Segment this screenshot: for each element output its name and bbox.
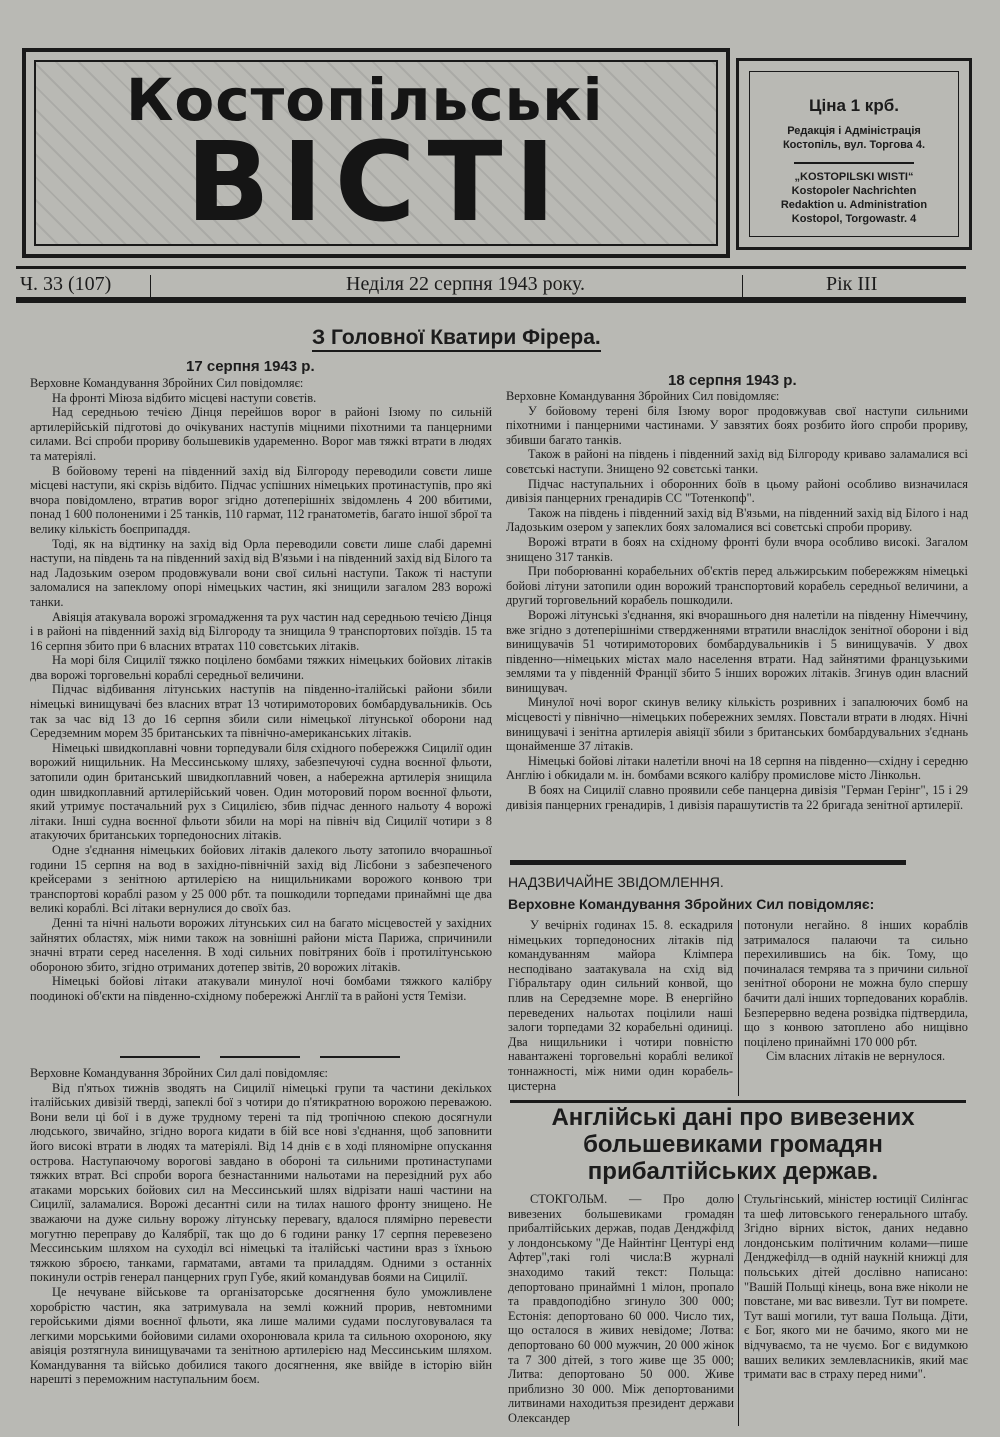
article1-intro-b: Верховне Командування Збройних Сил далі повідомляє:: [30, 1066, 328, 1080]
masthead-pattern: [34, 60, 718, 246]
article1-date-a: 17 серпня 1943 р.: [186, 358, 315, 375]
price: Ціна 1 крб.: [809, 96, 899, 115]
issue-date: Неділя 22 серпня 1943 року.: [346, 273, 586, 295]
article1-para: Це нечуване військове та організаторське досягнення було уможливлене хоробрістю частин, яка затримувала на землі кожний прорив, невтомними геройськими діями воєнної фльоти, яка лише малими судами послуговувалася та легкими морськими бойовими силами охоронювала крила та сильною охороною, яку авіяція розтягнула винищувачами та зенітною артилерією над Мессинським шляхом. Командування та військо добилися такого досягнення, яке ввійде в історію війн нарешті з переможним наступальним боєм.: [30, 1284, 492, 1387]
article1-para: Авіяція атакувала ворожі згромадження та рух частин над середньою течією Дінця і в районі на південний захід від Білгороду та знищила 9 транспортових поїздів. 15 та 16 серпня збито при 6 власних втратах 110 совєтських літаків.: [30, 609, 492, 653]
name-de: „KOSTOPILSKI WISTI“: [794, 171, 914, 183]
article1-para: При поборюванні корабельних об'єктів перед альжирським побережжям німецькі бойові літуни затопили один ворожий транспортовий корабель середньої величини, а другий торговельний корабель пошкодили.: [506, 564, 968, 608]
divider-dash: [320, 1056, 400, 1058]
editorial-ua-2: Костопіль, вул. Торгова 4.: [782, 139, 926, 151]
masthead-frame: [22, 48, 730, 258]
article1-date-c: 18 серпня 1943 р.: [668, 372, 797, 389]
article1-para: Підчас відбивання літунських наступів на південно-італійські райони збили німецькі винищувачі без власних втрат 13 чотиримоторових бомбардувальників. Ось так за час від 13 до 16 серпня збили сили німецької літунської оборони над Середземним морем 35 британських та північно-американських літаків.: [30, 682, 492, 741]
special-title: Верховне Командування Збройних Сил повідомляє:: [508, 896, 875, 912]
article1-para: Денні та нічні нальоти ворожих літунських сил на багато місцевостей у західних зайнятих областях, між ними також на зовнішні райони міста Парижа, спричинили значні втрати серед населення. В ході сильних повітряних боїв і протилітунською обороною збито, згідно отриманих дотепер звітів, 20 ворожих літаків.: [30, 915, 492, 974]
article2-text-2: Стульгінський, міністер юстиції Силінгас та шеф литовського генерального штабу. Згідно вірних вісток, даних недавно лондонським політичним колами—пише Денджефілд—в одній наукній книжці для польських дітей дослівно написано: "Вашій Польщі кінець, вона вже ніколи не повстане, ми вас вивезли. Тут ви помрете. Тут ваші могили, тут ваша Польща. Діти, є Бог, якого ми не бачимо, якого ми не відчуваємо, та не чуємо. Бог є видумкою ваших великих землевласників, який має тримати вас в страху перед ними".: [744, 1192, 968, 1382]
special-text-2: потонули негайно. 8 інших кораблів затрималося палаючи та сильно перехилившись на бік. Тому, що починалася темрява та з причини сильної зенітної оборони не можна було спершу бачити далі інших торпедованих кораблів. Безперервно ведена розвідка підтвердила, що з конвою затоплено або нищівно поцілено принаймні 170 000 рбт.: [744, 918, 968, 1049]
special-label: НАДЗВИЧАЙНЕ ЗВІДОМЛЕННЯ.: [508, 874, 724, 890]
newspaper-title-line1: Костопільські: [126, 66, 604, 134]
special-column-2: [744, 918, 968, 1098]
article1-title: З Головної Кватири Фірера.: [312, 326, 601, 352]
article1-intro-a: Верховне Командування Збройних Сил повідомляє:: [30, 376, 304, 390]
article1-para: Підчас наступальних і оборонних боїв в цьому районі особливо визначилася дивізія панцерних гренадирів СС "Тотенкопф".: [506, 476, 968, 506]
editorial-de: Redaktion u. Administration: [780, 199, 928, 211]
article2-column-1: [508, 1192, 734, 1428]
issue-number: Ч. 33 (107): [20, 273, 112, 295]
section-rule: [510, 860, 906, 865]
article1-para: Над середньою течією Дінця перейшов ворог в районі Ізюму по сильній артилерійській підготові до очікуваних наступів міцними піхотними та панцерними силами. Всі спроби прориву большевиків удаременно. Ворог мав тяжкі втрати в людях та матеріялі.: [30, 405, 492, 463]
article1-column-left: [30, 376, 492, 1058]
divider-dash: [120, 1056, 200, 1058]
article1-para: Одне з'єднання німецьких бойових літаків далекого льоту затопило вчорашньої години 15 серпня на вод в західно-північній захід від Лісбони з забезпеченого крейсерами з зенітною артилерією на нищильниками ворожого конвою три транспортові кораблі разом у 25 000 рбт. та пошкодили торпедами принаймні ще два великі кораблі. Всі літаки вернулися до своїх баз.: [30, 843, 492, 916]
subtitle-de: Kostopoler Nachrichten: [791, 185, 917, 197]
article1-para: Також в районі на південь і південний захід від Білгороду криваво заламалися всі совєтські наступи. Знищено 92 совєтські танки.: [506, 447, 968, 476]
article1-para: Ворожі літунські з'єднання, які вчорашнього дня налетіли на південну Німеччину, вже згідно з дотеперішніми ствердженнями втратили внаслідок зенітної оборони і від винищувачів 51 чотиримоторових бомбардувальників і 5 винищувачів. У двох південно—німецьких містах мало населення втрати. Над зайнятими французькими землями та у південній Франції збито 5 інших ворожих літаків. Згинув один власний винищувач.: [506, 607, 968, 695]
masthead-info-box: [736, 58, 972, 250]
issue-bar: [16, 297, 966, 303]
newspaper-title-line2: ВІСТІ: [186, 118, 568, 246]
article1-para: В боях на Сицилії славно проявили себе панцерна дивізія "Герман Герінг", 15 і 29 дивізія панцерних гренадирів, 1 дивізія парашутистів та 22 бригада зенітної артилерії.: [506, 783, 968, 812]
article1-para: Від п'ятьох тижнів зводять на Сицилії німецькі групи та частини декількох італійських дивізій тверді, запеклі бої з чотири до п'ятикратною ворожою переважою. Вони вели ці бої і в дуже трудному терені та під тропічною спекою досягнули людського, звичайно, згідно ворога кидати в бій все нові з'єднання, щоб заповнити його високі втрати в людях та матеріялі. Від 14 днів є в ході пляномірне опускання острова. Наступаючому ворогові завдано в обороні та сильними протинаступами тяжких втрат. Всі спроби ворога безнастанними нальотами на перезідний рух або атаками морських бойових сил на Мессинський шлях відрізати наші частини на Сицилії, заламалися. Ворожі десантні сили на тилах нашого фронту знищено. Не зважаючи на дуже сильну ворожу літунську перевагу, вдалося плямірно перевести могутню переправу до Калябрії, так що до 6 години ранку 17 серпня перевезено Мессинським шляхом на суходіл всі німецькі та італійські частини враз з їхньою тяжкою зброєю, танками, гарматами, автами та приладдям. Одними з останніх покинули острів генерал панцерних груп Губе, який командував боями на Сицилії.: [30, 1080, 492, 1285]
article2-title: Англійські дані про вивезених большевиками громадян прибалтійських держав.: [551, 1104, 915, 1185]
special-column-1: [508, 918, 733, 1098]
article1-intro-c: Верховне Командування Збройних Сил повідомляє:: [506, 389, 780, 403]
article1-para: В бойовому терені на південний захід від Білгороду переводили совєти лише місцеві наступи, які скрізь відбито. Підчас успішних німецьких протинаступів, про які вчора повідомлено, втратив ворог згідно дотеперішніх звідомлень 4 200 вбитими, понад 1 600 полоненими і 25 танків, 110 гармат, 112 гранатометів, багато іншої зброї та велику кількість боєприпаддя.: [30, 463, 492, 536]
article1-para: Ворожі втрати в боях на східному фронті були вчора особливо високі. Загалом знищено 317 танків.: [506, 534, 968, 564]
article1-para: На морі біля Сицилії тяжко поцілено бомбами тяжких німецьких бойових літаків два ворожі торговельні кораблі середньої величини.: [30, 653, 492, 682]
article1-para: На фронті Міюза відбито місцеві наступи совєтів.: [52, 390, 317, 405]
masthead-info-inner: [749, 71, 959, 237]
article1-para: Німецькі бойові літаки налетіли вночі на 18 серпня на південно—східну і середню Англію і обкидали м. ін. бомбами всякого калібру промислове місто Лінкольн.: [506, 753, 968, 783]
column-divider: [738, 920, 739, 1096]
column-divider: [738, 1194, 739, 1426]
info-divider: [794, 162, 914, 164]
article1-para: Німецькі швидкоплавні човни торпедували біля східного побережжя Сицилії один ворожий нищильник. На Мессинському шляху, забезпечуючі судна воєнної фльоти, затопили один британський швидкоплавний човен, а набережна артилерія знищила один швидкоплавний артилерійський човен. Один моторовий пором воєнної фльоти, який утримує постачальний рух з Сицилією, збив підчас денного нальоту 4 ворожі літаки. Інші судна воєнної фльоти збили на морі на північ від Сицилії чотири з 8 атакуючих британських торпедоносних літаків.: [30, 740, 492, 843]
article1-column-left-b: [30, 1066, 492, 1428]
article2-column-2: [744, 1192, 968, 1428]
issue-separator: [150, 275, 151, 297]
article1-para: Тоді, як на відтинку на захід від Орла переводили совєти лише слабі даремні наступи, на південь та на південний захід від В'язьми і на південний захід від Білого та над Ладозьким озером продовжували вони свої сильні наступи. Також ті наступи заломалися на запеклому опорі німецьких частин, які знищили загалом 283 ворожі танки.: [30, 536, 492, 609]
divider-dash: [220, 1056, 300, 1058]
article2-text-1: СТОКГОЛЬМ. — Про долю вивезених большевиками громадян прибалтійських держав, подав Денджфілд у лондонському "Де Найнтінг Центурі енд Афтер",такі голі числа:В журналі знаходимо такий текст: Польща: депортовано принаймні 1 мілон, пропало та правдоподібно згинуло 300 000; Естонія: депортовано 60 000. Число тих, що осталося в живих невідоме; Лотва: депортовано 60 000 мужчин, 20 000 жінок та 7 300 дітей, з того живе ще 35 000; Литва: депортовано 50 000. Живе приблизно 30 000. Між депортованими литвинами находитьзя президент держави Олександер: [508, 1192, 734, 1425]
article1-para: Німецькі бойові літаки атакували минулої ночі бомбами тяжкого калібру поодинокі об'єкти на південно-східному побережжі Англії та в районі устя Темізи.: [30, 974, 492, 1003]
section-rule: [510, 1100, 966, 1103]
issue-separator: [742, 275, 743, 297]
article1-para: Також на південь і південний захід від В'язьми, на південний захід від Білого і над Ладозьким озером у запеклих боях заломалися всі совєтські спроби прориву.: [506, 505, 968, 535]
editorial-ua-1: Редакція і Адміністрація: [787, 125, 921, 137]
issue-year: Рік III: [826, 273, 878, 295]
article1-para: У бойовому терені біля Ізюму ворог продовжував свої наступи сильними піхотними і панцерними частинами. У завзятих боях розбито його спроби прориву, збивши багато танків.: [506, 403, 968, 447]
address-de: Kostopol, Torgowastr. 4: [791, 213, 917, 225]
special-text-1: У вечірніх годинах 15. 8. ескадриля німецьких торпедоносних літаків під командуванням майора Клімпера несподівано заатакувала на схід від Гібральтару один сильний конвой, що плив на Середземне море. В енергійно переведених нальотах поцілили наші залоги торпедами 32 корабельні одиниці. Два нищильники і чотири повністю навантажені торговельні кораблі великої тоннажності, між ними один корабель-цистерна: [508, 918, 733, 1093]
special-text-3: Сім власних літаків не вернулося.: [766, 1049, 946, 1064]
article1-para: Минулої ночі ворог скинув велику кількість розривних і запалюючих бомб на місцевості у північно—німецьких побережних землях. Повстали втрати в людях. Нічні винищувачі і зенітна артилерія авіяції збили з британських бомбардувальних з'єднань щонайменше 37 літаків.: [506, 695, 968, 754]
article1-column-right: [506, 389, 968, 855]
